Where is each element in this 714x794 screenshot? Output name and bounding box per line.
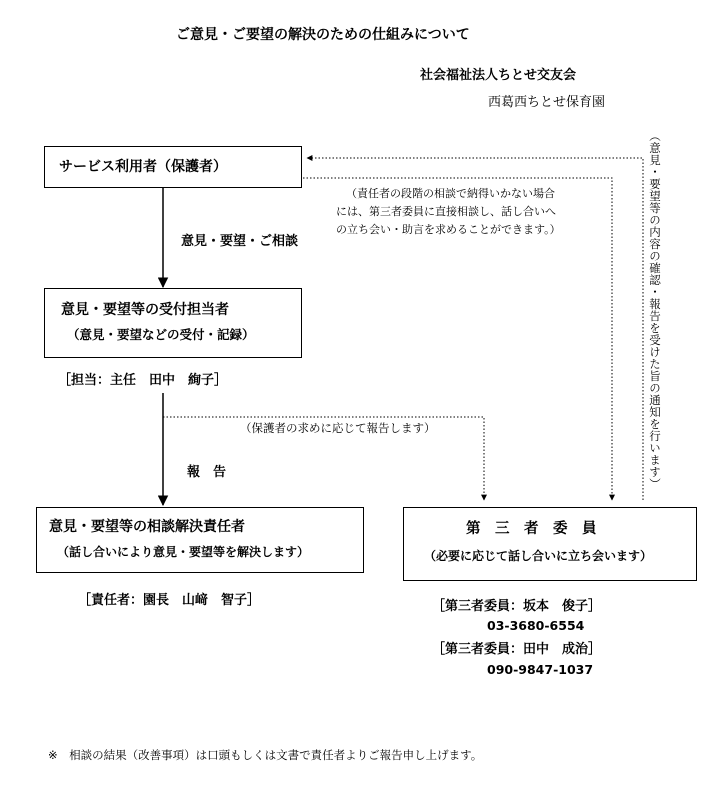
reception-box [44,288,302,358]
direct-note-line: （責任者の段階の相談で納得いかない場合 [346,187,555,200]
third-member-name: ［第三者委員：田中 成治］ [432,642,602,657]
facility-name: 西葛西ちとせ保育園 [488,95,606,110]
third-member-tel: 090-9847-1037 [487,662,594,677]
resolver-sub: （話し合いにより意見・要望等を解決します） [57,545,310,559]
third-party-sub: （必要に応じて話し合いに立ち会います） [424,549,653,563]
org-name: 社会福祉法人ちとせ交友会 [420,68,577,83]
user-box [44,146,302,188]
consult-label: 意見・要望・ご相談 [181,234,299,249]
reception-label: 意見・要望等の受付担当者 [61,302,229,318]
page-title: ご意見・ご要望の解決のための仕組みについて [176,27,470,43]
direct-consult-note [336,185,561,239]
resolver-box [36,507,364,573]
third-member-name: ［第三者委員：坂本 俊子］ [432,599,602,614]
resolver-person: ［責任者：園長 山﨑 智子］ [78,593,261,608]
third-party-box [403,507,697,581]
third-member-tel: 03-3680-6554 [487,618,585,633]
direct-note-line: には、第三者委員に直接相談し、話し合いへ [336,205,556,218]
third-party-label: 第 三 者 委 員 [466,521,597,537]
user-label: サービス利用者（保護者） [59,159,227,175]
reception-person: ［担当：主任 田中 絢子］ [58,373,228,388]
report-request-label: （保護者の求めに応じて報告します） [240,421,436,435]
notification-note: （意見・要望等の内容の確認・報告を受けた旨の通知を行います） [648,130,662,490]
resolver-label: 意見・要望等の相談解決責任者 [49,519,245,535]
reception-sub: （意見・要望などの受付・記録） [67,327,255,342]
report-label: 報 告 [187,465,227,480]
footnote: ※ 相談の結果（改善事項）は口頭もしくは文書で責任者よりご報告申し上げます。 [48,748,483,762]
direct-note-line: の立ち会い・助言を求めることができます。） [336,223,561,236]
